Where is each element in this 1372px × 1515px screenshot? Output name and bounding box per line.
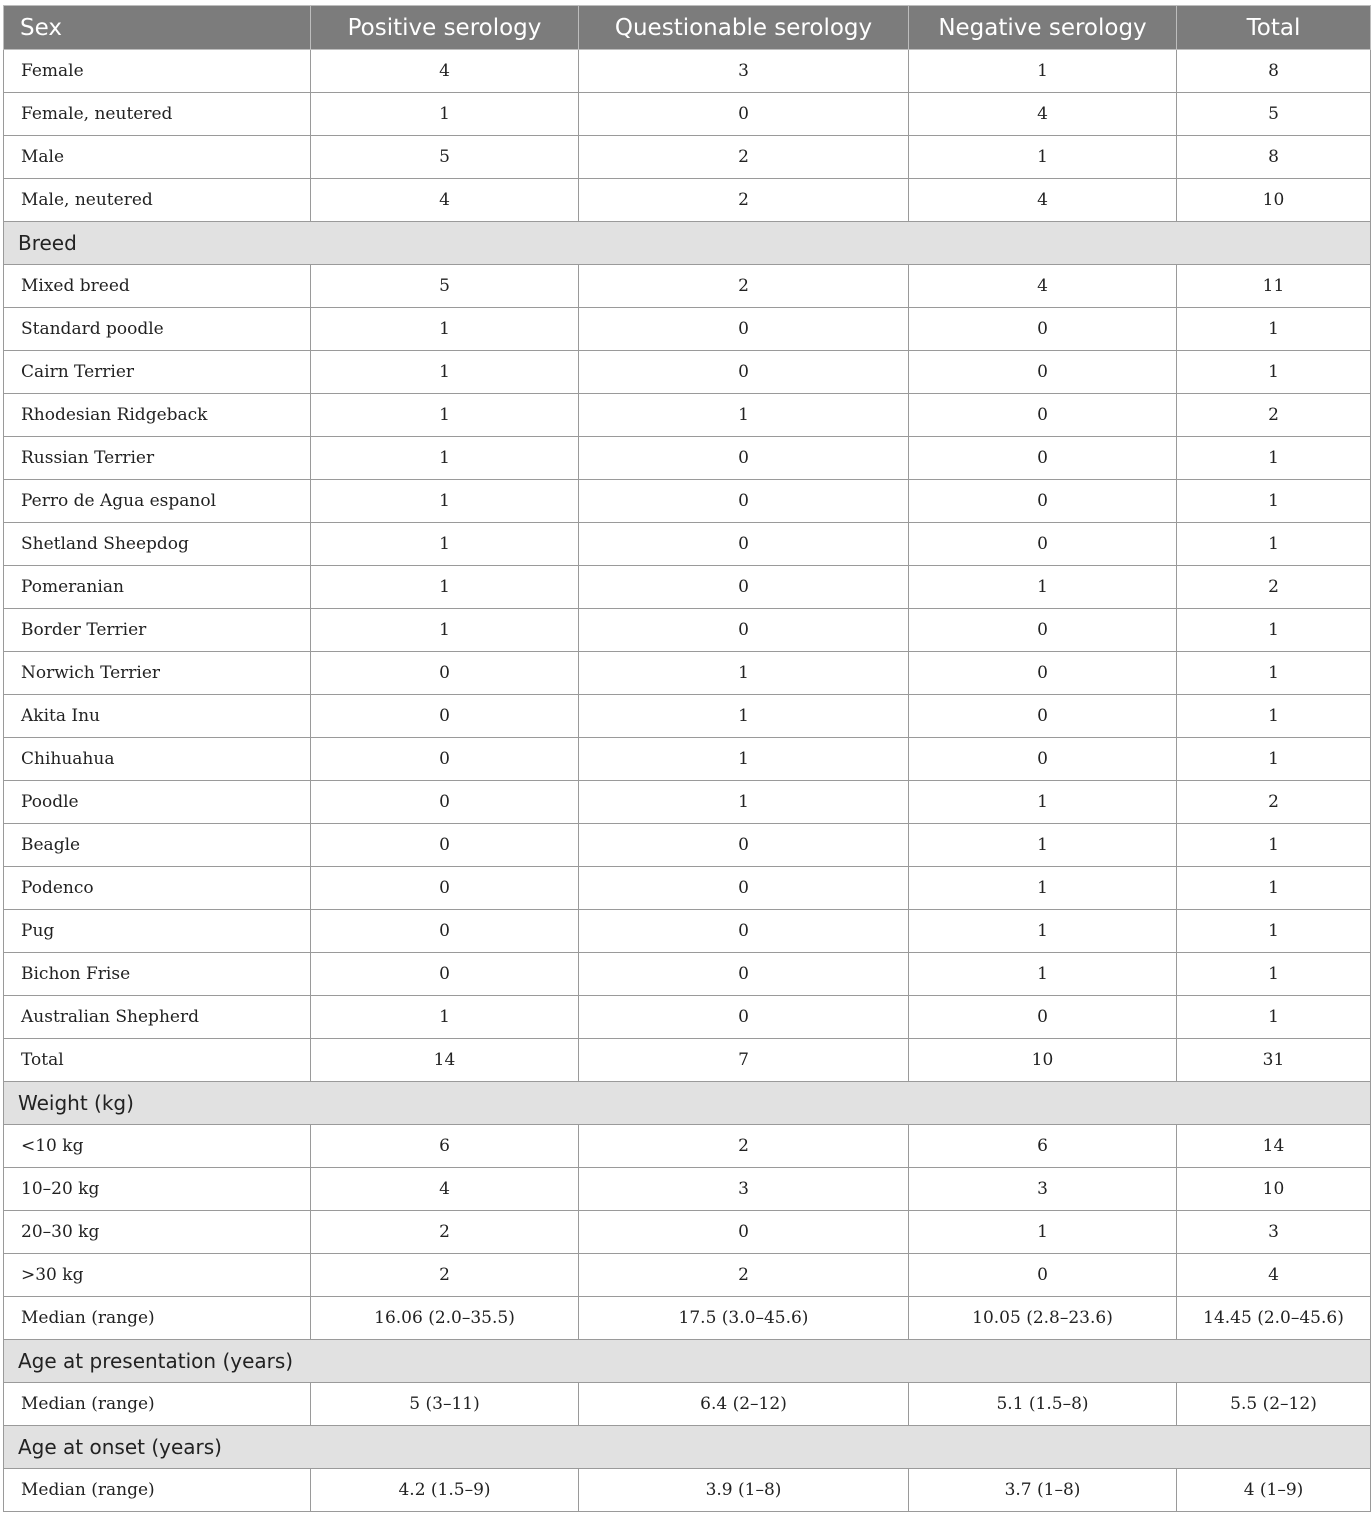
table-row (4, 867, 1371, 910)
value-cell: 4 (909, 93, 1177, 136)
value-cell: 0 (311, 953, 579, 996)
value-cell: 0 (579, 953, 909, 996)
table-row (4, 1039, 1371, 1082)
table-row (4, 910, 1371, 953)
table-row (4, 695, 1371, 738)
row-label-cell: Podenco (4, 867, 311, 910)
row-label-cell: Australian Shepherd (4, 996, 311, 1039)
value-cell: 1 (311, 394, 579, 437)
value-cell: 5 (311, 265, 579, 308)
value-cell: 14 (311, 1039, 579, 1082)
value-cell: 2 (1177, 394, 1371, 437)
value-cell: 1 (579, 781, 909, 824)
row-label-cell: Beagle (4, 824, 311, 867)
row-label-cell: Median (range) (4, 1383, 311, 1426)
value-cell: 31 (1177, 1039, 1371, 1082)
value-cell: 0 (909, 652, 1177, 695)
value-cell: 8 (1177, 50, 1371, 93)
value-cell: 1 (311, 566, 579, 609)
value-cell: 0 (579, 523, 909, 566)
value-cell: 5 (311, 136, 579, 179)
value-cell: 6.4 (2–12) (579, 1383, 909, 1426)
header-questionable: Questionable serology (579, 6, 909, 50)
row-label-cell: Female (4, 50, 311, 93)
value-cell: 0 (311, 738, 579, 781)
section-title: Age at onset (years) (4, 1426, 1371, 1469)
value-cell: 1 (1177, 910, 1371, 953)
row-label-cell: Median (range) (4, 1297, 311, 1340)
value-cell: 4 (311, 179, 579, 222)
table-row (4, 566, 1371, 609)
value-cell: 3 (579, 1168, 909, 1211)
row-label-cell: Cairn Terrier (4, 351, 311, 394)
value-cell: 0 (909, 351, 1177, 394)
value-cell: 1 (1177, 523, 1371, 566)
value-cell: 0 (579, 824, 909, 867)
value-cell: 1 (909, 50, 1177, 93)
value-cell: 1 (579, 695, 909, 738)
row-label-cell: Standard poodle (4, 308, 311, 351)
value-cell: 10 (909, 1039, 1177, 1082)
value-cell: 2 (579, 1125, 909, 1168)
table-row (4, 738, 1371, 781)
value-cell: 0 (311, 781, 579, 824)
value-cell: 3.9 (1–8) (579, 1469, 909, 1512)
row-label-cell: Bichon Frise (4, 953, 311, 996)
value-cell: 0 (311, 824, 579, 867)
value-cell: 0 (579, 308, 909, 351)
value-cell: 0 (579, 93, 909, 136)
table-row (4, 50, 1371, 93)
row-label-cell: 20–30 kg (4, 1211, 311, 1254)
value-cell: 4.2 (1.5–9) (311, 1469, 579, 1512)
row-label-cell: Rhodesian Ridgeback (4, 394, 311, 437)
value-cell: 8 (1177, 136, 1371, 179)
value-cell: 1 (1177, 351, 1371, 394)
row-label-cell: Russian Terrier (4, 437, 311, 480)
table-row (4, 136, 1371, 179)
table-header (4, 6, 1371, 50)
value-cell: 1 (909, 910, 1177, 953)
table-row (4, 394, 1371, 437)
value-cell: 7 (579, 1039, 909, 1082)
value-cell: 0 (579, 996, 909, 1039)
value-cell: 0 (909, 437, 1177, 480)
value-cell: 1 (579, 394, 909, 437)
value-cell: 5 (3–11) (311, 1383, 579, 1426)
value-cell: 0 (311, 867, 579, 910)
table-row (4, 953, 1371, 996)
value-cell: 0 (311, 695, 579, 738)
table-row (4, 179, 1371, 222)
row-label-cell: Perro de Agua espanol (4, 480, 311, 523)
value-cell: 1 (1177, 996, 1371, 1039)
value-cell: 4 (311, 50, 579, 93)
value-cell: 2 (579, 265, 909, 308)
row-label-cell: 10–20 kg (4, 1168, 311, 1211)
table-row (4, 1254, 1371, 1297)
value-cell: 0 (909, 480, 1177, 523)
header-positive: Positive serology (311, 6, 579, 50)
value-cell: 14.45 (2.0–45.6) (1177, 1297, 1371, 1340)
value-cell: 1 (579, 738, 909, 781)
value-cell: 5 (1177, 93, 1371, 136)
table-row (4, 781, 1371, 824)
data-table (3, 5, 1371, 1512)
header-negative: Negative serology (909, 6, 1177, 50)
section-title: Age at presentation (years) (4, 1340, 1371, 1383)
value-cell: 10 (1177, 1168, 1371, 1211)
value-cell: 1 (311, 351, 579, 394)
value-cell: 2 (311, 1211, 579, 1254)
value-cell: 4 (311, 1168, 579, 1211)
row-label-cell: Shetland Sheepdog (4, 523, 311, 566)
value-cell: 3.7 (1–8) (909, 1469, 1177, 1512)
table-row (4, 308, 1371, 351)
value-cell: 2 (1177, 781, 1371, 824)
row-label-cell: Male, neutered (4, 179, 311, 222)
header-row (4, 6, 1371, 50)
table-row (4, 1168, 1371, 1211)
section-header-row (4, 222, 1371, 265)
value-cell: 0 (579, 867, 909, 910)
value-cell: 4 (1–9) (1177, 1469, 1371, 1512)
value-cell: 1 (1177, 308, 1371, 351)
section-header-row (4, 1082, 1371, 1125)
value-cell: 10.05 (2.8–23.6) (909, 1297, 1177, 1340)
value-cell: 1 (1177, 695, 1371, 738)
table-row (4, 265, 1371, 308)
row-label-cell: Pomeranian (4, 566, 311, 609)
value-cell: 1 (1177, 824, 1371, 867)
value-cell: 1 (311, 308, 579, 351)
value-cell: 0 (579, 351, 909, 394)
value-cell: 4 (1177, 1254, 1371, 1297)
value-cell: 1 (909, 136, 1177, 179)
table-row (4, 1211, 1371, 1254)
value-cell: 1 (579, 652, 909, 695)
value-cell: 0 (579, 480, 909, 523)
row-label-cell: <10 kg (4, 1125, 311, 1168)
value-cell: 0 (311, 910, 579, 953)
value-cell: 4 (909, 265, 1177, 308)
value-cell: 0 (909, 695, 1177, 738)
value-cell: 1 (1177, 953, 1371, 996)
header-total: Total (1177, 6, 1371, 50)
value-cell: 1 (1177, 652, 1371, 695)
value-cell: 16.06 (2.0–35.5) (311, 1297, 579, 1340)
row-label-cell: Norwich Terrier (4, 652, 311, 695)
value-cell: 1 (1177, 480, 1371, 523)
value-cell: 0 (579, 609, 909, 652)
value-cell: 0 (909, 996, 1177, 1039)
table-row (4, 480, 1371, 523)
value-cell: 4 (909, 179, 1177, 222)
value-cell: 1 (1177, 738, 1371, 781)
value-cell: 0 (909, 308, 1177, 351)
section-title: Weight (kg) (4, 1082, 1371, 1125)
value-cell: 1 (1177, 867, 1371, 910)
value-cell: 1 (311, 480, 579, 523)
value-cell: 0 (909, 1254, 1177, 1297)
row-label-cell: Poodle (4, 781, 311, 824)
section-header-row (4, 1340, 1371, 1383)
value-cell: 2 (1177, 566, 1371, 609)
row-label-cell: Male (4, 136, 311, 179)
row-label-cell: Akita Inu (4, 695, 311, 738)
value-cell: 3 (909, 1168, 1177, 1211)
table-row (4, 351, 1371, 394)
row-label-cell: Total (4, 1039, 311, 1082)
value-cell: 14 (1177, 1125, 1371, 1168)
value-cell: 11 (1177, 265, 1371, 308)
value-cell: 0 (909, 523, 1177, 566)
value-cell: 17.5 (3.0–45.6) (579, 1297, 909, 1340)
row-label-cell: >30 kg (4, 1254, 311, 1297)
table-row (4, 1383, 1371, 1426)
value-cell: 1 (909, 824, 1177, 867)
value-cell: 0 (579, 437, 909, 480)
section-header-row (4, 1426, 1371, 1469)
value-cell: 10 (1177, 179, 1371, 222)
value-cell: 2 (311, 1254, 579, 1297)
value-cell: 0 (909, 394, 1177, 437)
value-cell: 5.1 (1.5–8) (909, 1383, 1177, 1426)
value-cell: 3 (579, 50, 909, 93)
value-cell: 6 (311, 1125, 579, 1168)
table-row (4, 609, 1371, 652)
row-label-cell: Mixed breed (4, 265, 311, 308)
value-cell: 1 (909, 953, 1177, 996)
value-cell: 2 (579, 179, 909, 222)
table-row (4, 523, 1371, 566)
value-cell: 1 (909, 1211, 1177, 1254)
table-row (4, 93, 1371, 136)
row-label-cell: Pug (4, 910, 311, 953)
table-row (4, 1469, 1371, 1512)
value-cell: 1 (909, 566, 1177, 609)
value-cell: 0 (909, 738, 1177, 781)
value-cell: 1 (1177, 437, 1371, 480)
table-row (4, 1297, 1371, 1340)
table-row (4, 996, 1371, 1039)
value-cell: 2 (579, 1254, 909, 1297)
table-row (4, 1125, 1371, 1168)
value-cell: 0 (579, 566, 909, 609)
table-row (4, 437, 1371, 480)
section-title: Breed (4, 222, 1371, 265)
value-cell: 1 (311, 609, 579, 652)
value-cell: 5.5 (2–12) (1177, 1383, 1371, 1426)
table-row (4, 824, 1371, 867)
value-cell: 1 (909, 781, 1177, 824)
value-cell: 6 (909, 1125, 1177, 1168)
row-label-cell: Chihuahua (4, 738, 311, 781)
row-label-cell: Female, neutered (4, 93, 311, 136)
value-cell: 3 (1177, 1211, 1371, 1254)
header-sex: Sex (4, 6, 311, 50)
table-body (4, 50, 1371, 1512)
value-cell: 1 (311, 523, 579, 566)
value-cell: 0 (311, 652, 579, 695)
value-cell: 0 (579, 1211, 909, 1254)
table-row (4, 652, 1371, 695)
row-label-cell: Border Terrier (4, 609, 311, 652)
value-cell: 1 (1177, 609, 1371, 652)
value-cell: 0 (909, 609, 1177, 652)
value-cell: 2 (579, 136, 909, 179)
value-cell: 1 (311, 996, 579, 1039)
row-label-cell: Median (range) (4, 1469, 311, 1512)
value-cell: 1 (311, 437, 579, 480)
value-cell: 1 (909, 867, 1177, 910)
value-cell: 0 (579, 910, 909, 953)
value-cell: 1 (311, 93, 579, 136)
